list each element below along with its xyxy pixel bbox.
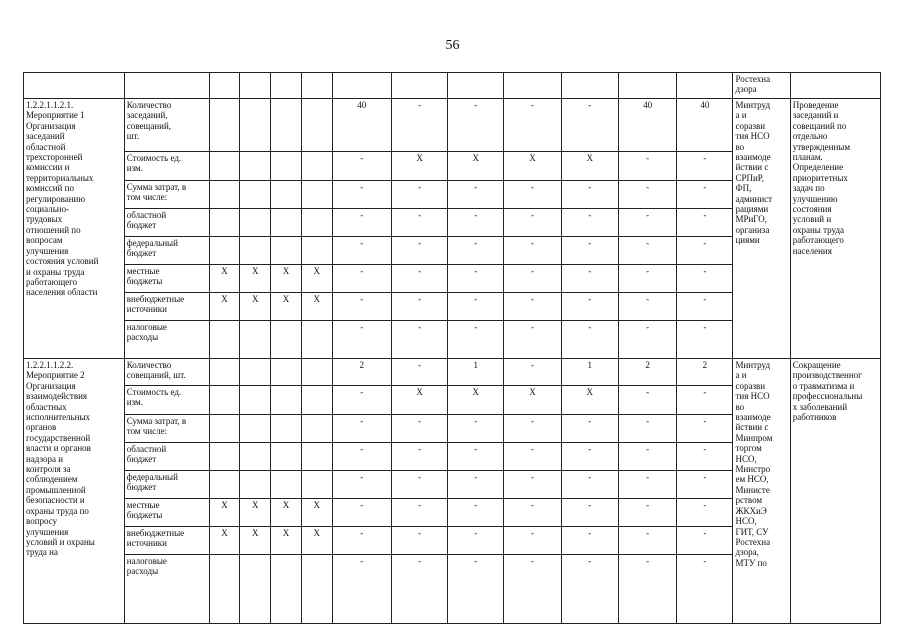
mark-cell <box>301 443 332 471</box>
value-cell: - <box>391 499 447 527</box>
value-cell: - <box>391 265 447 293</box>
value-cell: - <box>504 209 561 237</box>
value-cell: X <box>448 152 504 181</box>
value-cell: - <box>677 265 733 293</box>
value-cell: - <box>561 181 618 209</box>
indicator-label: федеральный бюджет <box>124 471 209 499</box>
value-cell: - <box>332 265 391 293</box>
value-cell: - <box>504 499 561 527</box>
value-cell: - <box>448 265 504 293</box>
mark-cell <box>240 415 271 443</box>
table-row <box>24 99 881 152</box>
value-cell: - <box>504 237 561 265</box>
mark-cell <box>301 152 332 181</box>
mark-cell <box>209 237 240 265</box>
value-cell: 40 <box>677 99 733 152</box>
mark-cell <box>271 99 302 152</box>
cell-blank <box>240 73 271 99</box>
mark-cell: X <box>240 265 271 293</box>
indicator-label: налоговые расходы <box>124 321 209 359</box>
value-cell: X <box>391 152 447 181</box>
value-cell: - <box>618 209 676 237</box>
mark-cell <box>301 321 332 359</box>
value-cell: - <box>391 181 447 209</box>
mark-cell <box>301 237 332 265</box>
cell-blank <box>271 73 302 99</box>
value-cell: - <box>618 293 676 321</box>
value-cell: - <box>677 293 733 321</box>
mark-cell: X <box>209 293 240 321</box>
value-cell: - <box>332 415 391 443</box>
value-cell: - <box>332 555 391 624</box>
value-cell: - <box>332 237 391 265</box>
mark-cell <box>240 443 271 471</box>
executor-tail: Ростехна дзора <box>733 73 790 99</box>
mark-cell <box>240 237 271 265</box>
mark-cell <box>301 359 332 386</box>
mark-cell <box>209 99 240 152</box>
value-cell: - <box>561 209 618 237</box>
value-cell: - <box>504 443 561 471</box>
mark-cell <box>209 152 240 181</box>
value-cell: - <box>448 499 504 527</box>
value-cell: - <box>618 265 676 293</box>
cell-blank <box>790 73 880 99</box>
mark-cell <box>240 555 271 624</box>
value-cell: - <box>561 443 618 471</box>
cell-blank <box>209 73 240 99</box>
expected-result-cell: Сокращение производственног о травматизма и профессиональны х заболеваний работников <box>790 359 880 624</box>
value-cell: - <box>618 499 676 527</box>
mark-cell <box>240 209 271 237</box>
measure-title: 1.2.2.1.1.2.2. Мероприятие 2 Организация взаимодействия областных исполнительных органов государственной власти и органов надзора и контроля за соблюдением промышленной безопасности и охраны труда по вопросу улучшения условий и охраны труда на <box>24 359 125 624</box>
cell-blank <box>391 73 447 99</box>
mark-cell <box>271 386 302 415</box>
value-cell: - <box>332 181 391 209</box>
value-cell: - <box>332 293 391 321</box>
measure-title: 1.2.2.1.1.2.1. Мероприятие 1 Организация заседаний областной трехсторонней комиссии и территориальных комиссий по регулированию социально- трудовых отношений по вопросам улучшения состояния условий и охраны труда работающего населения области <box>24 99 125 359</box>
value-cell: - <box>391 471 447 499</box>
mark-cell <box>209 555 240 624</box>
value-cell: - <box>448 321 504 359</box>
mark-cell <box>301 471 332 499</box>
page-number: 56 <box>445 38 460 53</box>
value-cell: - <box>677 527 733 555</box>
mark-cell <box>301 209 332 237</box>
value-cell: - <box>504 555 561 624</box>
cell-blank <box>301 73 332 99</box>
value-cell: - <box>332 386 391 415</box>
value-cell: - <box>391 237 447 265</box>
value-cell: - <box>561 471 618 499</box>
value-cell: - <box>677 152 733 181</box>
continuation-row <box>24 73 881 99</box>
cell-blank <box>504 73 561 99</box>
value-cell: - <box>561 555 618 624</box>
value-cell: - <box>391 555 447 624</box>
mark-cell: X <box>271 527 302 555</box>
mark-cell: X <box>240 293 271 321</box>
mark-cell: X <box>301 293 332 321</box>
mark-cell <box>271 555 302 624</box>
value-cell: - <box>561 265 618 293</box>
value-cell: - <box>332 471 391 499</box>
value-cell: X <box>504 386 561 415</box>
value-cell: - <box>618 555 676 624</box>
cell-blank <box>561 73 618 99</box>
indicator-label: местные бюджеты <box>124 265 209 293</box>
value-cell: - <box>677 209 733 237</box>
mark-cell: X <box>271 499 302 527</box>
mark-cell <box>301 99 332 152</box>
value-cell: 40 <box>332 99 391 152</box>
value-cell: - <box>391 321 447 359</box>
mark-cell <box>240 181 271 209</box>
mark-cell: X <box>301 527 332 555</box>
value-cell: - <box>504 415 561 443</box>
mark-cell <box>240 386 271 415</box>
value-cell: - <box>561 99 618 152</box>
indicator-label: федеральный бюджет <box>124 237 209 265</box>
value-cell: - <box>332 443 391 471</box>
cell-blank <box>448 73 504 99</box>
executors-cell: Минтруд а и соразви тия НСО во взаимоде йствии с СРПиР, ФП, админист рациями МРиГО, организа циями <box>733 99 790 359</box>
indicator-label: Стоимость ед. изм. <box>124 152 209 181</box>
value-cell: - <box>618 181 676 209</box>
mark-cell: X <box>271 293 302 321</box>
value-cell: - <box>391 99 447 152</box>
value-cell: X <box>561 152 618 181</box>
mark-cell <box>271 415 302 443</box>
value-cell: - <box>561 527 618 555</box>
value-cell: - <box>332 499 391 527</box>
mark-cell: X <box>209 527 240 555</box>
value-cell: - <box>448 99 504 152</box>
cell-blank <box>332 73 391 99</box>
mark-cell <box>271 443 302 471</box>
indicator-label: Количество совещаний, шт. <box>124 359 209 386</box>
value-cell: - <box>504 321 561 359</box>
value-cell: - <box>504 265 561 293</box>
value-cell: - <box>391 527 447 555</box>
cell-blank <box>677 73 733 99</box>
mark-cell <box>240 99 271 152</box>
value-cell: - <box>448 181 504 209</box>
mark-cell <box>301 555 332 624</box>
value-cell: - <box>332 527 391 555</box>
indicator-label: внебюджетные источники <box>124 527 209 555</box>
mark-cell <box>209 471 240 499</box>
mark-cell <box>271 181 302 209</box>
mark-cell <box>301 386 332 415</box>
value-cell: X <box>504 152 561 181</box>
value-cell: - <box>391 293 447 321</box>
indicator-label: Количество заседаний, совещаний, шт. <box>124 99 209 152</box>
value-cell: - <box>618 443 676 471</box>
value-cell: - <box>391 443 447 471</box>
value-cell: - <box>618 415 676 443</box>
value-cell: - <box>448 415 504 443</box>
mark-cell: X <box>240 499 271 527</box>
value-cell: - <box>448 471 504 499</box>
value-cell: - <box>677 386 733 415</box>
mark-cell <box>271 209 302 237</box>
value-cell: - <box>677 555 733 624</box>
value-cell: - <box>677 499 733 527</box>
mark-cell: X <box>271 265 302 293</box>
value-cell: - <box>618 527 676 555</box>
expected-result-cell: Проведение заседаний и совещаний по отдельно утвержденным планам. Определение приоритетных задач по улучшению состояния условий и охраны труда работающего населения <box>790 99 880 359</box>
value-cell: X <box>561 386 618 415</box>
mark-cell: X <box>209 265 240 293</box>
mark-cell <box>209 386 240 415</box>
indicator-label: внебюджетные источники <box>124 293 209 321</box>
indicator-label: областной бюджет <box>124 443 209 471</box>
value-cell: - <box>618 471 676 499</box>
value-cell: - <box>504 471 561 499</box>
value-cell: - <box>391 209 447 237</box>
mark-cell: X <box>301 265 332 293</box>
value-cell: - <box>391 359 447 386</box>
value-cell: - <box>677 181 733 209</box>
indicator-label: местные бюджеты <box>124 499 209 527</box>
indicator-label: Сумма затрат, в том числе: <box>124 415 209 443</box>
value-cell: - <box>332 209 391 237</box>
value-cell: 2 <box>677 359 733 386</box>
value-cell: - <box>504 527 561 555</box>
value-cell: - <box>618 237 676 265</box>
value-cell: 2 <box>332 359 391 386</box>
value-cell: - <box>561 415 618 443</box>
value-cell: - <box>561 293 618 321</box>
mark-cell: X <box>301 499 332 527</box>
value-cell: - <box>448 293 504 321</box>
mark-cell <box>271 152 302 181</box>
value-cell: X <box>448 386 504 415</box>
value-cell: - <box>677 321 733 359</box>
value-cell: - <box>504 293 561 321</box>
mark-cell <box>301 415 332 443</box>
value-cell: - <box>504 99 561 152</box>
mark-cell <box>240 152 271 181</box>
value-cell: - <box>448 443 504 471</box>
indicator-label: Сумма затрат, в том числе: <box>124 181 209 209</box>
mark-cell <box>240 359 271 386</box>
value-cell: - <box>448 555 504 624</box>
mark-cell <box>209 209 240 237</box>
mark-cell <box>271 237 302 265</box>
value-cell: - <box>504 181 561 209</box>
indicator-label: Стоимость ед. изм. <box>124 386 209 415</box>
mark-cell <box>301 181 332 209</box>
value-cell: - <box>504 359 561 386</box>
cell-blank <box>124 73 209 99</box>
value-cell: - <box>618 152 676 181</box>
value-cell: - <box>332 152 391 181</box>
value-cell: - <box>561 237 618 265</box>
value-cell: - <box>561 321 618 359</box>
value-cell: 2 <box>618 359 676 386</box>
indicator-label: областной бюджет <box>124 209 209 237</box>
value-cell: - <box>618 386 676 415</box>
cell-blank <box>24 73 125 99</box>
mark-cell <box>209 415 240 443</box>
value-cell: - <box>448 527 504 555</box>
mark-cell: X <box>240 527 271 555</box>
value-cell: - <box>677 415 733 443</box>
mark-cell <box>271 321 302 359</box>
value-cell: - <box>448 209 504 237</box>
mark-cell <box>209 443 240 471</box>
mark-cell: X <box>209 499 240 527</box>
value-cell: - <box>391 415 447 443</box>
program-table <box>23 72 881 624</box>
value-cell: - <box>618 321 676 359</box>
value-cell: - <box>677 471 733 499</box>
indicator-label: налоговые расходы <box>124 555 209 624</box>
value-cell: 1 <box>561 359 618 386</box>
value-cell: - <box>448 237 504 265</box>
value-cell: 40 <box>618 99 676 152</box>
value-cell: - <box>677 237 733 265</box>
value-cell: X <box>391 386 447 415</box>
table-row <box>24 359 881 386</box>
mark-cell <box>240 471 271 499</box>
value-cell: - <box>677 443 733 471</box>
value-cell: - <box>561 499 618 527</box>
value-cell: - <box>332 321 391 359</box>
mark-cell <box>209 321 240 359</box>
mark-cell <box>209 359 240 386</box>
mark-cell <box>209 181 240 209</box>
mark-cell <box>271 471 302 499</box>
value-cell: 1 <box>448 359 504 386</box>
mark-cell <box>271 359 302 386</box>
cell-blank <box>618 73 676 99</box>
executors-cell: Минтруд а и соразви тия НСО во взаимоде йствии с Минпром торгом НСО, Минстро ем НСО, Министе рством ЖКХиЭ НСО, ГИТ, СУ Ростехна дзора, МТУ по <box>733 359 790 624</box>
mark-cell <box>240 321 271 359</box>
